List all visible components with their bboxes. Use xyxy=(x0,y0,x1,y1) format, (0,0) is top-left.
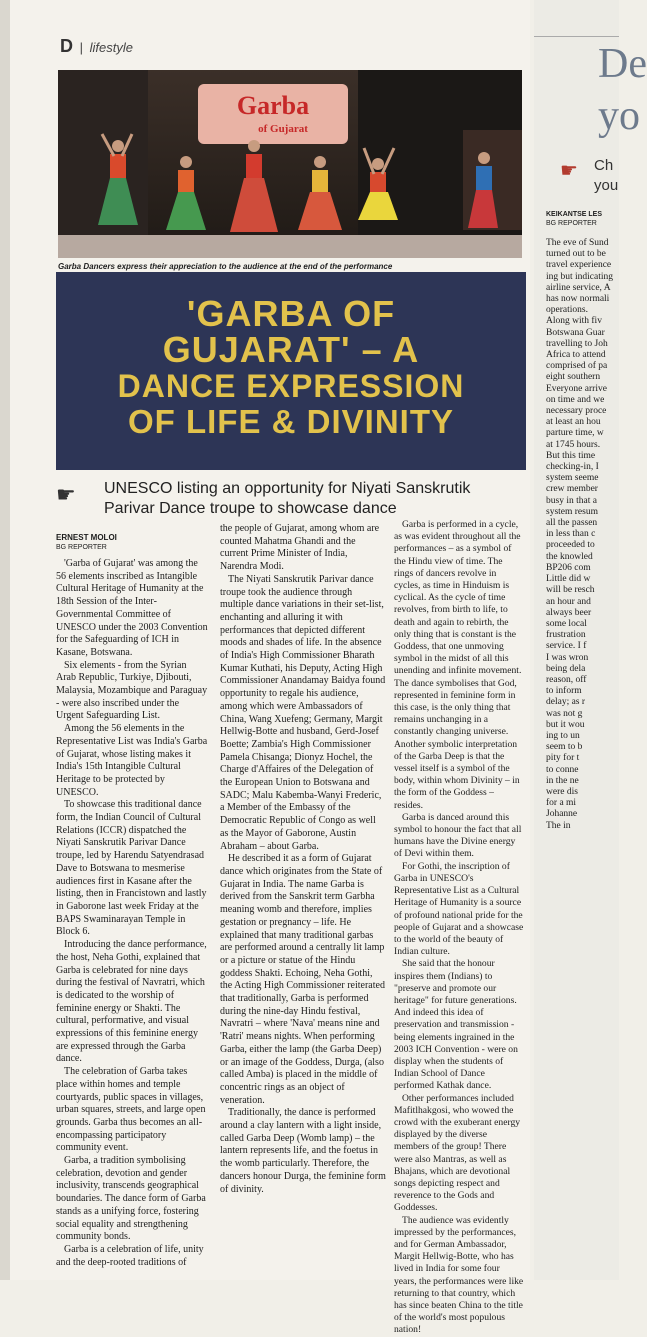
adjacent-article-line: Everyone arrive xyxy=(546,383,607,394)
adjacent-byline-role: BG REPORTER xyxy=(546,220,597,227)
section-letter: D xyxy=(60,36,73,56)
article-paragraph: She said that the honour inspires them (Indians) to "preserve and promote our heritage" for future generations. And indeed this idea of preservation and transmission - being elements ingrained in the 2003 ICH Convention - were on display when the students of Indian School of Dance performed Kathak dance. xyxy=(394,958,518,1092)
article-paragraph: He described it as a form of Gujarat dance which originates from the State of Gujarat in India. The name Garba is derived from the Sanskrit term Garbha meaning womb and therefore, implies gestation or pregnancy – life. He explained that many traditional garbas are performed around a centrally lit lamp or a picture or statue of the Hindu goddess Shakti. Echoing, Neha Gothi, the Acting High Commissioner reiterated that traditionally, Garba is performed during the nine-day Hindu festival, Navratri – where 'Nava' means nine and 'Ratri' means nights. When performing Garba, either the lamp (the Garba Deep) or an image of the Goddess, Durga, (also called Amba) is placed in the middle of concentric rings as an object of veneration. xyxy=(220,853,385,1106)
adjacent-article-line: I was wron xyxy=(546,652,589,663)
article-paragraph: the people of Gujarat, among whom are counted Mahatma Ghandi and the current Prime Minister of India, Narendra Modi. xyxy=(220,523,380,573)
adjacent-article-line: travelling to Joh xyxy=(546,338,608,349)
photo-sign-sub: of Gujarat xyxy=(258,123,308,135)
adjacent-article-line: the knowled xyxy=(546,551,593,562)
adjacent-article-line: crew member xyxy=(546,484,598,495)
adjacent-article-line: all the passen xyxy=(546,518,598,529)
adjacent-article-line: checking-in, I xyxy=(546,462,599,473)
adjacent-article-line: were dis xyxy=(546,786,578,797)
adjacent-article-line: pity for t xyxy=(546,753,580,764)
adjacent-article-text xyxy=(546,238,626,832)
adjacent-article-line: has now normali xyxy=(546,294,610,305)
adjacent-article-line: reason, off xyxy=(546,674,587,685)
adjacent-article-line: operations. xyxy=(546,305,588,316)
page-gutter xyxy=(0,0,10,1280)
adjacent-article-line: Along with fiv xyxy=(546,316,602,327)
adjacent-article-line: to conne xyxy=(546,764,579,775)
adjacent-article-line: necessary proce xyxy=(546,406,607,417)
article-column-1 xyxy=(56,533,208,1269)
adjacent-article-line: proceeded to xyxy=(546,540,595,551)
adjacent-article-line: was not g xyxy=(546,708,583,719)
article-paragraph: Six elements - from the Syrian Arab Republic, Turkiye, Djibouti, Malaysia, Mozambique and Paraguay - were also inscribed under the Urgent Safeguarding List. xyxy=(56,659,208,722)
adjacent-article-line: busy in that a xyxy=(546,495,597,506)
adjacent-article-line: The eve of Sund xyxy=(546,238,609,248)
adjacent-article-line: but it wou xyxy=(546,719,585,730)
byline-author: ERNEST MOLOI xyxy=(56,533,117,542)
adjacent-article-line: BP206 com xyxy=(546,562,591,573)
adjacent-article-line: Africa to attend xyxy=(546,350,606,361)
article-paragraph: Garba is danced around this symbol to honour the fact that all humans have the Divine energy of Devi within them. xyxy=(394,811,522,860)
adjacent-article-line: Botswana Guar xyxy=(546,327,605,338)
dance-photo-illustration xyxy=(58,70,522,258)
article-paragraph: The Niyati Sanskrutik Parivar dance troupe took the audience through multiple dance variations in their set-list, enchanting and alluring it with performances that depicted different moods and shades of life. In the absence of India's High Commissioner Bharath Kumar Kuthati, his Deputy, Acting High Commissioner Anandamay Baidya found opportunity to regale his audience, among which were Ambassadors of China, Wang Xuefeng; Germany, Margit Hellwig-Botte and husband, Gerd-Josef Boette; Zambia's High Commissioner Pamela Chisanga; Dionyz Hochel, the Charge d'Affaires of the Delegation of the European Union to Botswana and SADC; Malu Kabemba-Wanyi Frederic, a Member of the Embassy of the Democratic Republic of Congo as well as the Mayor of Gaborone, Austin Abraham – about Garba. xyxy=(220,573,386,852)
headline-line-4: OF LIFE & DIVINITY xyxy=(127,403,454,440)
adjacent-article-line: always beer xyxy=(546,607,592,618)
stage-floor xyxy=(58,235,522,258)
article-column-3 xyxy=(394,519,524,1337)
adjacent-article-line: delay; as r xyxy=(546,697,586,708)
article-paragraph: To showcase this traditional dance form, the Indian Council of Cultural Relations (ICCR) dispatched the Niyati Sanskrutik Parivar Dance troupe, led by Harendu Satyendrasad Dave to Botswana to mesmerise audiences first in Kasane after the listing, then in Francistown and lastly in Gaborone last week Friday at the BAPS Swaminarayan Temple in Block 6. xyxy=(56,799,207,938)
section-name: lifestyle xyxy=(89,40,133,55)
adjacent-article-line: ing to un xyxy=(546,730,580,741)
adjacent-headline-1: De xyxy=(598,41,647,87)
adjacent-subheadline-line-1: Ch xyxy=(594,157,614,174)
article-paragraph: Introducing the dance performance, the host, Neha Gothi, explained that Garba is celebrated for nine days during the festival of Navratri, which is dedicated to the worship of feminine energy or Shakti. The cultural, performative, and visual expressions of this feminine energy are expressed through the Garba dance. xyxy=(56,939,207,1065)
adjacent-article-line: frustration xyxy=(546,630,586,641)
adjacent-article-line: eight southern xyxy=(546,372,601,383)
adjacent-article-line: system resum xyxy=(546,506,598,517)
adjacent-article-line: an hour and xyxy=(546,596,591,607)
adjacent-article-line: on time and we xyxy=(546,394,605,405)
article-paragraph: Garba is performed in a cycle, as was evident throughout all the performances – as a symbol of the Hindu view of time. The rings of dancers revolve in cycles, as time in Hinduism is cyclical. As the cycle of time revolves, from birth to life, to death and again to rebirth, the only thing that is constant is the Goddess, that one unmoving symbol in the midst of all this unending and infinite movement. The dance symbolises that God, represented in feminine form in this case, is the only thing that remains unchanging in a constantly changing universe. Another symbolic interpretation of the Garba Deep is that the vessel itself is a symbol of the body, within whom Divinity – in the form of the Goddess – resides. xyxy=(394,519,522,811)
adjacent-article-line: for a mi xyxy=(546,798,577,809)
article-paragraph: Traditionally, the dance is performed around a clay lantern with a light inside, called Garba Deep (Womb lamp) – the lantern represents life, and the foetus in the womb particularly. Therefore, the dancers honour Durga, the feminine form of divinity. xyxy=(220,1107,386,1195)
adjacent-article-line: in the ne xyxy=(546,775,579,786)
article-paragraph: The audience was evidently impressed by the performances, and for German Ambassador, Margit Hellwig-Botte, who has lived in India for some four years, the performances were like returning to that country, which has since beaten China to the title of the world's most populous nation! xyxy=(394,1214,524,1336)
red-pointing-hand-icon: ☛ xyxy=(560,160,578,182)
adjacent-article-line: system seeme xyxy=(546,473,599,484)
photo-caption: Garba Dancers express their appreciation to the audience at the end of the performance xyxy=(58,262,393,271)
article-paragraph: Among the 56 elements in the Representative List was India's Garba of Gujarat, whose listing makes it India's 15th Intangible Cultural Heritage to be protected by UNESCO. xyxy=(56,723,208,798)
adjacent-article-line: Little did w xyxy=(546,574,591,585)
adjacent-article-line: comprised of pa xyxy=(546,361,608,372)
adjacent-article-line: being dela xyxy=(546,663,586,674)
adjacent-article-line: travel experience xyxy=(546,260,612,271)
headline-line-3: DANCE EXPRESSION xyxy=(117,368,465,404)
adjacent-article-line: to inform xyxy=(546,686,582,697)
adjacent-article-line: airline service, A xyxy=(546,282,611,293)
adjacent-article-line: ing but indicating xyxy=(546,271,614,282)
adjacent-article-line: service. I f xyxy=(546,641,587,652)
headline xyxy=(56,293,526,440)
adjacent-byline xyxy=(546,210,602,228)
article-paragraph: For Gothi, the inscription of Garba in UNESCO's Representative List as a Cultural Heritage of Humanity is a source of profound national pride for the people of Gujarat and a showcase to the world of the beauty of Indian culture. xyxy=(394,860,524,958)
adjacent-article-line: some local xyxy=(546,618,587,629)
adjacent-article-line: The in xyxy=(546,820,571,831)
adjacent-article-line: will be resch xyxy=(546,585,595,596)
photo-sign-title: Garba xyxy=(236,91,310,120)
article-paragraph: Garba is a celebration of life, unity and the deep-rooted traditions of xyxy=(56,1243,204,1268)
article-paragraph: 'Garba of Gujarat' was among the 56 elements inscribed as Intangible Cultural Heritage of Humanity at the 18th Session of the Inter-Governmental Committee of UNESCO under the 2003 Convention for the Safeguarding of ICH in Kasane, Botswana. xyxy=(56,558,208,658)
adjacent-page-rule xyxy=(534,36,619,37)
adjacent-article-line: Johanne xyxy=(546,809,578,820)
byline-role: BG REPORTER xyxy=(56,544,107,551)
subheadline: UNESCO listing an opportunity for Niyati Sanskrutik Parivar Dance troupe to showcase dance xyxy=(104,480,471,517)
adjacent-article-line: at 1745 hours. xyxy=(546,439,601,450)
adjacent-article-line: at least an hou xyxy=(546,417,601,428)
article-paragraph: Other performances included Mafitlhakgosi, who wowed the crowd with the exuberant energy displayed by the diverse members of the group! There were also Mantras, as well as Bhajans, which are devotional songs depicting respect and reverence to the Gods and Goddesses. xyxy=(394,1092,521,1214)
pointing-hand-icon: ☛ xyxy=(56,482,76,507)
adjacent-article-line: in less than c xyxy=(546,529,596,540)
adjacent-byline-author: KEIKANTSE LES xyxy=(546,211,603,218)
adjacent-article-line: But this time xyxy=(546,450,596,461)
adjacent-headline-2: yo xyxy=(598,93,640,139)
dance-photo xyxy=(58,70,522,258)
article-paragraph: Garba, a tradition symbolising celebration, devotion and gender inclusivity, transcends geographical boundaries. The dance form of Garba stands as a unifying force, fostering social equality and strengthening community bonds. xyxy=(56,1155,206,1243)
article-paragraph: The celebration of Garba takes place within homes and temple courtyards, public spaces in villages, urban squares, streets, and large open grounds. Garba thus becomes an all-encompassing participatory community event. xyxy=(56,1066,206,1154)
adjacent-article-line: seem to b xyxy=(546,742,583,753)
adjacent-article-line: parture time, w xyxy=(546,428,604,439)
headline-line-2: GUJARAT' – A xyxy=(162,329,420,370)
adjacent-subheadline xyxy=(594,156,618,196)
adjacent-subheadline-line-2: you xyxy=(594,177,619,194)
headline-line-1: 'GARBA OF xyxy=(186,293,396,334)
section-header: D | lifestyle xyxy=(60,36,133,56)
adjacent-article-line: turned out to be xyxy=(546,249,606,260)
article-column-2 xyxy=(220,523,386,1196)
